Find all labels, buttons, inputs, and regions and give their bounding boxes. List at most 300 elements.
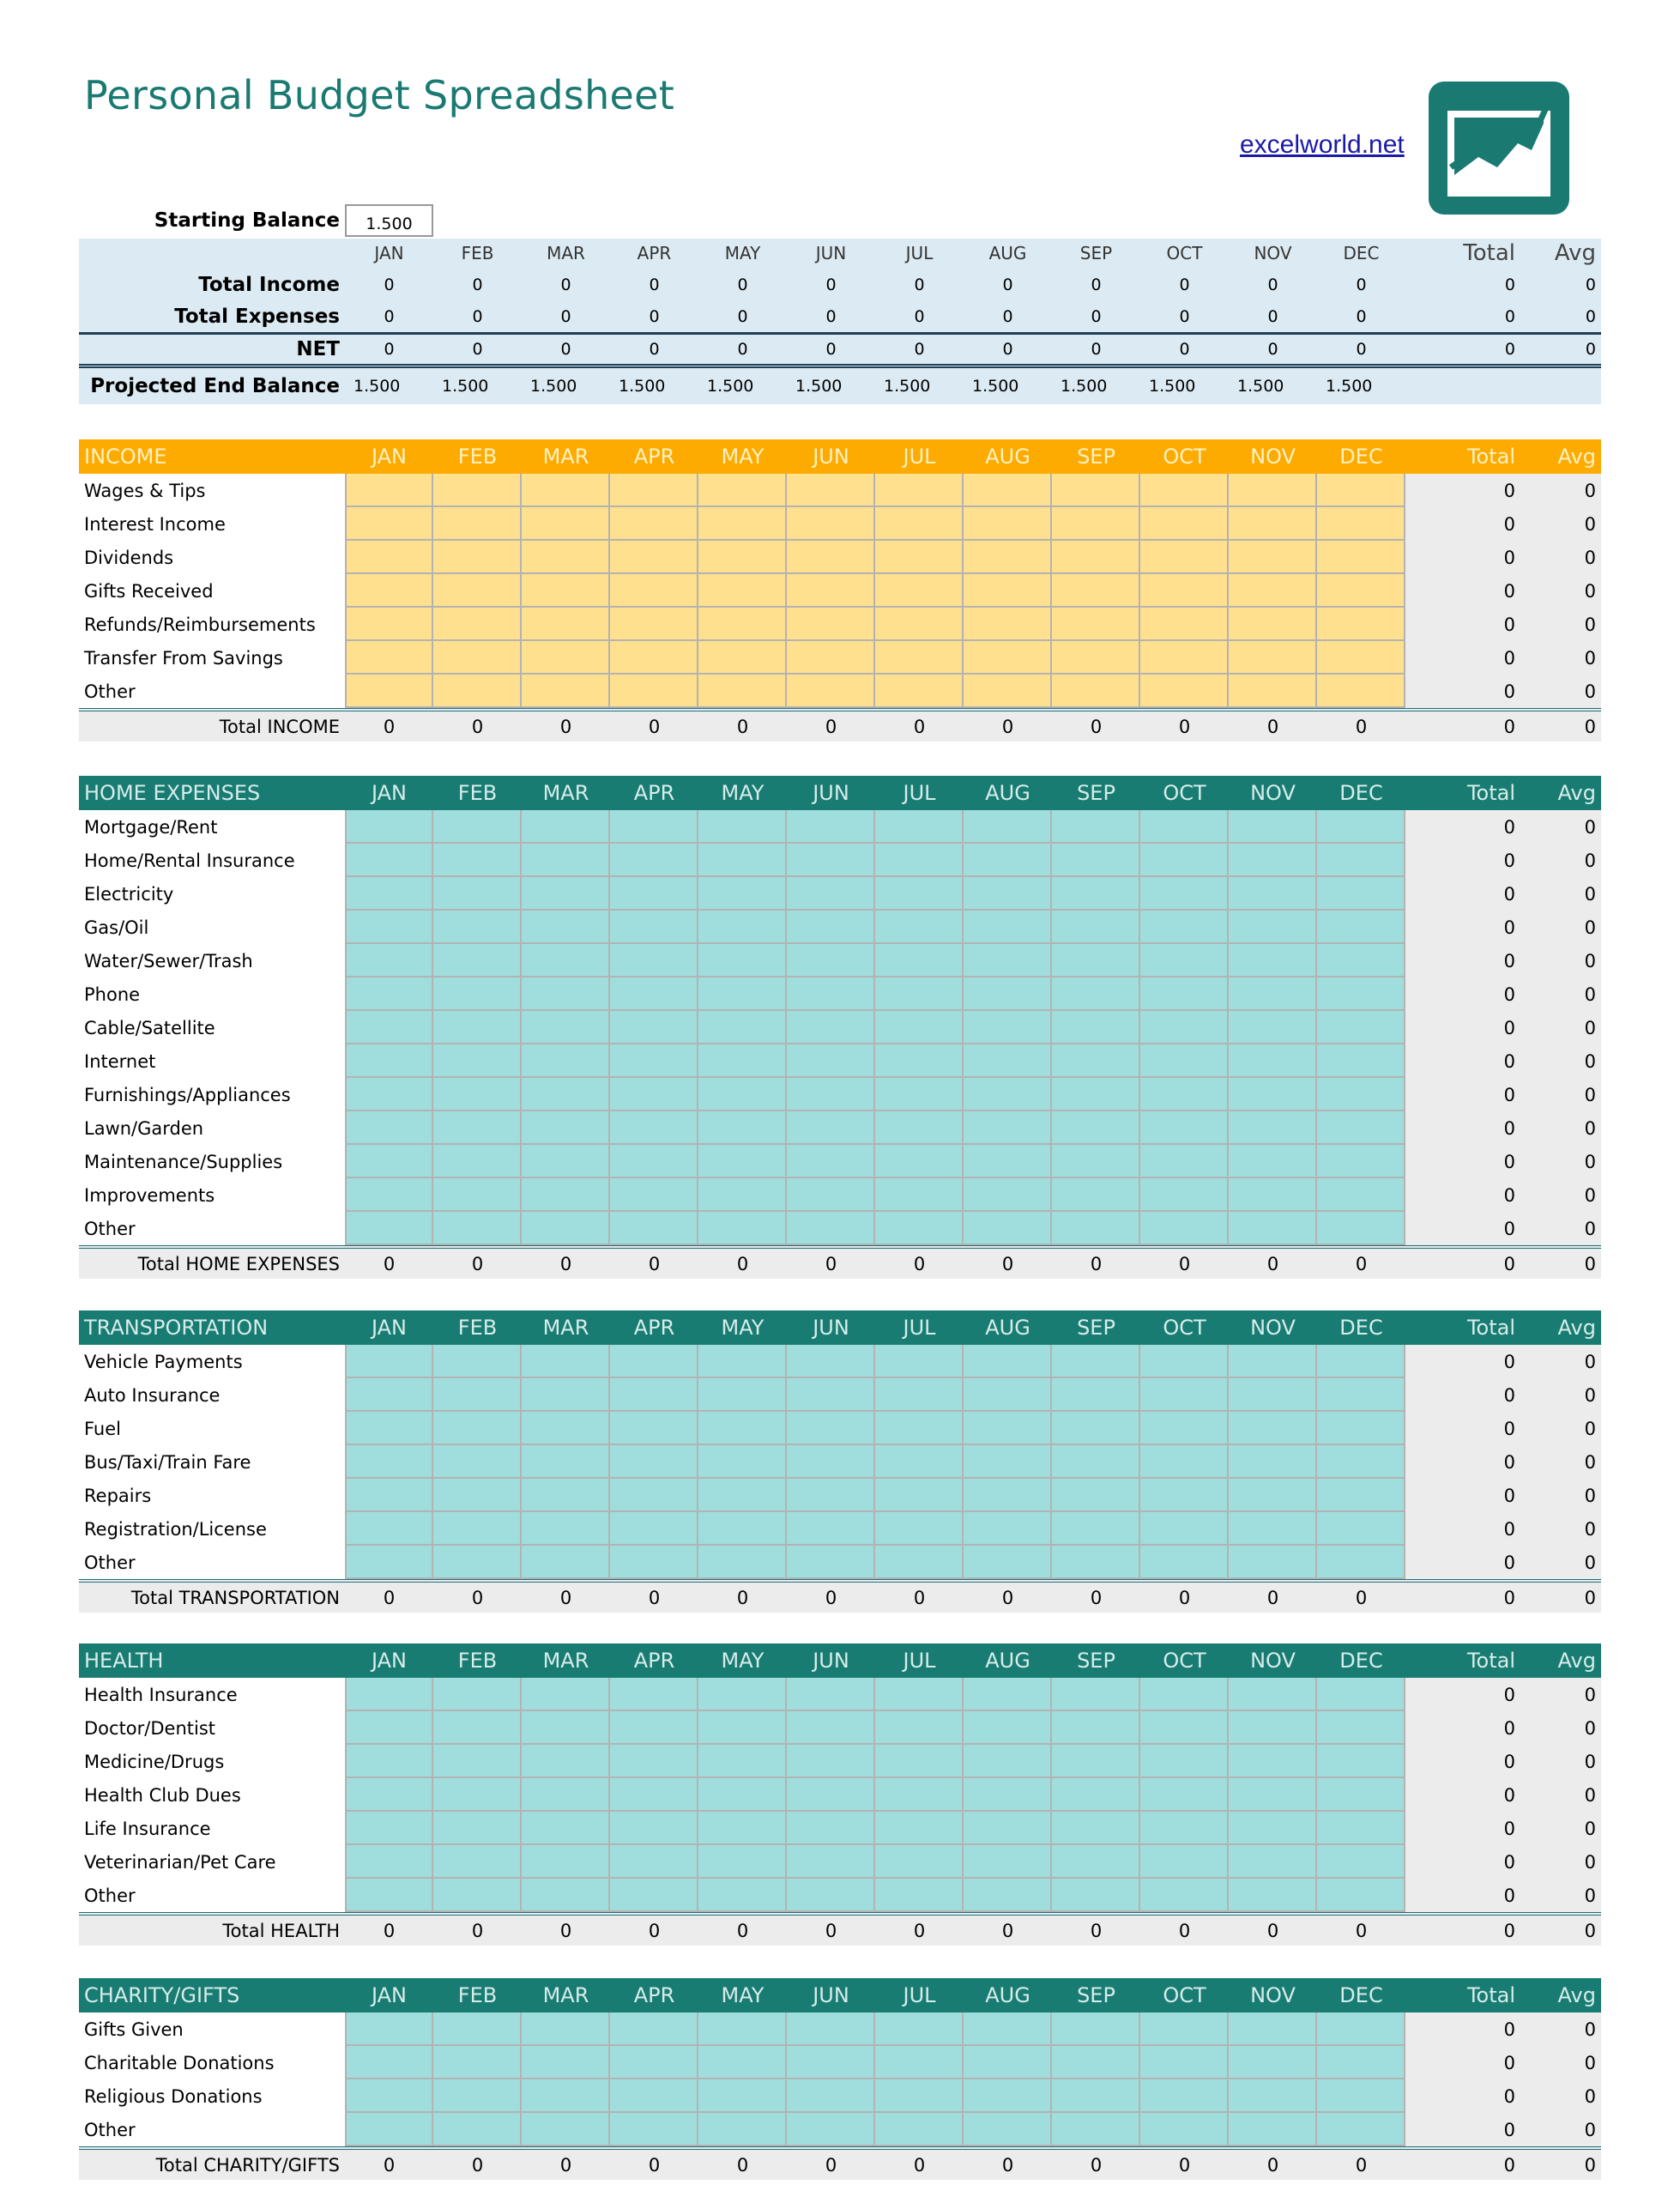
amount-input-cell[interactable]: [1317, 1078, 1405, 1111]
amount-input-cell[interactable]: [875, 1745, 964, 1778]
amount-input-cell[interactable]: [964, 1845, 1052, 1879]
amount-input-cell[interactable]: [964, 1078, 1052, 1111]
amount-input-cell[interactable]: [698, 1212, 787, 1245]
amount-input-cell[interactable]: [1052, 507, 1140, 541]
amount-input-cell[interactable]: [698, 944, 787, 977]
amount-input-cell[interactable]: [1317, 810, 1405, 844]
amount-input-cell[interactable]: [698, 1445, 787, 1479]
amount-input-cell[interactable]: [1317, 1711, 1405, 1745]
amount-input-cell[interactable]: [345, 541, 433, 574]
amount-input-cell[interactable]: [433, 911, 522, 944]
amount-input-cell[interactable]: [1052, 474, 1140, 507]
amount-input-cell[interactable]: [1229, 2012, 1317, 2046]
amount-input-cell[interactable]: [1317, 1212, 1405, 1245]
amount-input-cell[interactable]: [345, 474, 433, 507]
amount-input-cell[interactable]: [1229, 1678, 1317, 1711]
amount-input-cell[interactable]: [875, 1011, 964, 1044]
amount-input-cell[interactable]: [1140, 541, 1229, 574]
amount-input-cell[interactable]: [787, 2113, 875, 2146]
amount-input-cell[interactable]: [433, 2113, 522, 2146]
amount-input-cell[interactable]: [698, 1178, 787, 1212]
amount-input-cell[interactable]: [522, 1212, 610, 1245]
amount-input-cell[interactable]: [1229, 2079, 1317, 2113]
amount-input-cell[interactable]: [698, 977, 787, 1011]
amount-input-cell[interactable]: [1317, 1044, 1405, 1078]
amount-input-cell[interactable]: [1229, 541, 1317, 574]
amount-input-cell[interactable]: [433, 641, 522, 675]
amount-input-cell[interactable]: [433, 1078, 522, 1111]
amount-input-cell[interactable]: [1052, 1044, 1140, 1078]
amount-input-cell[interactable]: [610, 1078, 698, 1111]
amount-input-cell[interactable]: [433, 1145, 522, 1178]
amount-input-cell[interactable]: [787, 1678, 875, 1711]
amount-input-cell[interactable]: [787, 641, 875, 675]
amount-input-cell[interactable]: [522, 911, 610, 944]
amount-input-cell[interactable]: [1317, 2012, 1405, 2046]
amount-input-cell[interactable]: [787, 608, 875, 641]
amount-input-cell[interactable]: [345, 1512, 433, 1546]
amount-input-cell[interactable]: [610, 1145, 698, 1178]
amount-input-cell[interactable]: [345, 574, 433, 608]
amount-input-cell[interactable]: [787, 2079, 875, 2113]
amount-input-cell[interactable]: [1052, 2012, 1140, 2046]
amount-input-cell[interactable]: [875, 1678, 964, 1711]
amount-input-cell[interactable]: [698, 574, 787, 608]
amount-input-cell[interactable]: [1140, 1711, 1229, 1745]
amount-input-cell[interactable]: [787, 1412, 875, 1445]
amount-input-cell[interactable]: [522, 1445, 610, 1479]
amount-input-cell[interactable]: [433, 574, 522, 608]
amount-input-cell[interactable]: [1317, 911, 1405, 944]
amount-input-cell[interactable]: [1317, 608, 1405, 641]
amount-input-cell[interactable]: [1052, 1445, 1140, 1479]
amount-input-cell[interactable]: [610, 1711, 698, 1745]
amount-input-cell[interactable]: [875, 944, 964, 977]
amount-input-cell[interactable]: [522, 1145, 610, 1178]
amount-input-cell[interactable]: [875, 877, 964, 911]
amount-input-cell[interactable]: [787, 1378, 875, 1412]
amount-input-cell[interactable]: [1052, 574, 1140, 608]
amount-input-cell[interactable]: [698, 1745, 787, 1778]
amount-input-cell[interactable]: [1229, 1145, 1317, 1178]
amount-input-cell[interactable]: [1140, 1145, 1229, 1178]
amount-input-cell[interactable]: [1052, 641, 1140, 675]
amount-input-cell[interactable]: [964, 1212, 1052, 1245]
amount-input-cell[interactable]: [1052, 1711, 1140, 1745]
amount-input-cell[interactable]: [875, 1345, 964, 1378]
amount-input-cell[interactable]: [1140, 1111, 1229, 1145]
amount-input-cell[interactable]: [787, 1778, 875, 1812]
amount-input-cell[interactable]: [1052, 1145, 1140, 1178]
amount-input-cell[interactable]: [522, 2079, 610, 2113]
amount-input-cell[interactable]: [610, 1845, 698, 1879]
amount-input-cell[interactable]: [1229, 1078, 1317, 1111]
amount-input-cell[interactable]: [1140, 1412, 1229, 1445]
amount-input-cell[interactable]: [610, 944, 698, 977]
amount-input-cell[interactable]: [1052, 1879, 1140, 1912]
amount-input-cell[interactable]: [433, 541, 522, 574]
amount-input-cell[interactable]: [345, 507, 433, 541]
amount-input-cell[interactable]: [433, 1711, 522, 1745]
amount-input-cell[interactable]: [522, 1044, 610, 1078]
amount-input-cell[interactable]: [345, 1111, 433, 1145]
amount-input-cell[interactable]: [875, 977, 964, 1011]
amount-input-cell[interactable]: [875, 675, 964, 708]
amount-input-cell[interactable]: [433, 1445, 522, 1479]
amount-input-cell[interactable]: [787, 1745, 875, 1778]
amount-input-cell[interactable]: [1317, 574, 1405, 608]
amount-input-cell[interactable]: [1229, 608, 1317, 641]
amount-input-cell[interactable]: [433, 1678, 522, 1711]
amount-input-cell[interactable]: [610, 1111, 698, 1145]
amount-input-cell[interactable]: [1140, 1879, 1229, 1912]
amount-input-cell[interactable]: [522, 675, 610, 708]
amount-input-cell[interactable]: [1229, 1711, 1317, 1745]
amount-input-cell[interactable]: [345, 608, 433, 641]
amount-input-cell[interactable]: [787, 1011, 875, 1044]
amount-input-cell[interactable]: [345, 877, 433, 911]
amount-input-cell[interactable]: [698, 1145, 787, 1178]
amount-input-cell[interactable]: [698, 541, 787, 574]
amount-input-cell[interactable]: [610, 1178, 698, 1212]
amount-input-cell[interactable]: [698, 2079, 787, 2113]
amount-input-cell[interactable]: [787, 474, 875, 507]
amount-input-cell[interactable]: [698, 1546, 787, 1579]
amount-input-cell[interactable]: [522, 1111, 610, 1145]
amount-input-cell[interactable]: [1052, 541, 1140, 574]
amount-input-cell[interactable]: [610, 1678, 698, 1711]
amount-input-cell[interactable]: [1229, 2046, 1317, 2079]
amount-input-cell[interactable]: [610, 1479, 698, 1512]
amount-input-cell[interactable]: [964, 574, 1052, 608]
amount-input-cell[interactable]: [787, 1879, 875, 1912]
amount-input-cell[interactable]: [610, 608, 698, 641]
amount-input-cell[interactable]: [433, 810, 522, 844]
amount-input-cell[interactable]: [522, 2012, 610, 2046]
amount-input-cell[interactable]: [964, 911, 1052, 944]
amount-input-cell[interactable]: [1229, 810, 1317, 844]
amount-input-cell[interactable]: [345, 1378, 433, 1412]
amount-input-cell[interactable]: [433, 1345, 522, 1378]
amount-input-cell[interactable]: [964, 608, 1052, 641]
amount-input-cell[interactable]: [787, 877, 875, 911]
amount-input-cell[interactable]: [610, 877, 698, 911]
amount-input-cell[interactable]: [1140, 1845, 1229, 1879]
amount-input-cell[interactable]: [1317, 1512, 1405, 1546]
amount-input-cell[interactable]: [787, 1546, 875, 1579]
amount-input-cell[interactable]: [522, 1479, 610, 1512]
amount-input-cell[interactable]: [1052, 675, 1140, 708]
amount-input-cell[interactable]: [1140, 1378, 1229, 1412]
amount-input-cell[interactable]: [610, 1412, 698, 1445]
amount-input-cell[interactable]: [1140, 2113, 1229, 2146]
amount-input-cell[interactable]: [698, 1011, 787, 1044]
amount-input-cell[interactable]: [787, 1145, 875, 1178]
amount-input-cell[interactable]: [1229, 911, 1317, 944]
amount-input-cell[interactable]: [875, 541, 964, 574]
amount-input-cell[interactable]: [875, 1879, 964, 1912]
amount-input-cell[interactable]: [522, 507, 610, 541]
amount-input-cell[interactable]: [875, 1178, 964, 1212]
amount-input-cell[interactable]: [522, 1178, 610, 1212]
amount-input-cell[interactable]: [964, 1812, 1052, 1845]
amount-input-cell[interactable]: [345, 1778, 433, 1812]
amount-input-cell[interactable]: [964, 1546, 1052, 1579]
amount-input-cell[interactable]: [1140, 977, 1229, 1011]
amount-input-cell[interactable]: [1052, 2046, 1140, 2079]
amount-input-cell[interactable]: [1317, 2046, 1405, 2079]
amount-input-cell[interactable]: [522, 541, 610, 574]
amount-input-cell[interactable]: [610, 541, 698, 574]
amount-input-cell[interactable]: [1052, 1378, 1140, 1412]
amount-input-cell[interactable]: [610, 1011, 698, 1044]
amount-input-cell[interactable]: [345, 2012, 433, 2046]
amount-input-cell[interactable]: [698, 1078, 787, 1111]
amount-input-cell[interactable]: [1140, 1546, 1229, 1579]
amount-input-cell[interactable]: [522, 977, 610, 1011]
amount-input-cell[interactable]: [1317, 1412, 1405, 1445]
amount-input-cell[interactable]: [1229, 507, 1317, 541]
amount-input-cell[interactable]: [1317, 1778, 1405, 1812]
amount-input-cell[interactable]: [522, 1745, 610, 1778]
amount-input-cell[interactable]: [787, 1845, 875, 1879]
amount-input-cell[interactable]: [433, 1512, 522, 1546]
amount-input-cell[interactable]: [522, 2046, 610, 2079]
amount-input-cell[interactable]: [787, 1044, 875, 1078]
amount-input-cell[interactable]: [698, 1479, 787, 1512]
amount-input-cell[interactable]: [345, 641, 433, 675]
amount-input-cell[interactable]: [1052, 1178, 1140, 1212]
amount-input-cell[interactable]: [1317, 1111, 1405, 1145]
amount-input-cell[interactable]: [433, 507, 522, 541]
amount-input-cell[interactable]: [1317, 1745, 1405, 1778]
amount-input-cell[interactable]: [1052, 844, 1140, 877]
amount-input-cell[interactable]: [964, 2113, 1052, 2146]
amount-input-cell[interactable]: [522, 1078, 610, 1111]
amount-input-cell[interactable]: [698, 2113, 787, 2146]
amount-input-cell[interactable]: [698, 1412, 787, 1445]
amount-input-cell[interactable]: [610, 2012, 698, 2046]
amount-input-cell[interactable]: [698, 810, 787, 844]
amount-input-cell[interactable]: [1140, 507, 1229, 541]
amount-input-cell[interactable]: [1052, 1111, 1140, 1145]
amount-input-cell[interactable]: [1317, 1011, 1405, 1044]
amount-input-cell[interactable]: [964, 641, 1052, 675]
amount-input-cell[interactable]: [698, 1512, 787, 1546]
amount-input-cell[interactable]: [1229, 1011, 1317, 1044]
starting-balance-input[interactable]: 1.500: [345, 204, 433, 237]
amount-input-cell[interactable]: [1229, 641, 1317, 675]
amount-input-cell[interactable]: [1317, 1678, 1405, 1711]
amount-input-cell[interactable]: [1052, 977, 1140, 1011]
amount-input-cell[interactable]: [433, 944, 522, 977]
amount-input-cell[interactable]: [875, 1479, 964, 1512]
amount-input-cell[interactable]: [610, 1512, 698, 1546]
amount-input-cell[interactable]: [875, 1078, 964, 1111]
amount-input-cell[interactable]: [1229, 1745, 1317, 1778]
amount-input-cell[interactable]: [345, 2079, 433, 2113]
amount-input-cell[interactable]: [345, 2113, 433, 2146]
amount-input-cell[interactable]: [345, 1711, 433, 1745]
amount-input-cell[interactable]: [964, 1378, 1052, 1412]
amount-input-cell[interactable]: [1140, 1512, 1229, 1546]
amount-input-cell[interactable]: [1052, 944, 1140, 977]
amount-input-cell[interactable]: [787, 1445, 875, 1479]
amount-input-cell[interactable]: [698, 474, 787, 507]
amount-input-cell[interactable]: [875, 1445, 964, 1479]
amount-input-cell[interactable]: [875, 810, 964, 844]
amount-input-cell[interactable]: [1317, 1812, 1405, 1845]
amount-input-cell[interactable]: [875, 1212, 964, 1245]
amount-input-cell[interactable]: [345, 1178, 433, 1212]
amount-input-cell[interactable]: [1140, 1745, 1229, 1778]
amount-input-cell[interactable]: [698, 877, 787, 911]
amount-input-cell[interactable]: [1140, 1812, 1229, 1845]
amount-input-cell[interactable]: [1140, 2046, 1229, 2079]
amount-input-cell[interactable]: [1140, 1044, 1229, 1078]
amount-input-cell[interactable]: [1229, 977, 1317, 1011]
amount-input-cell[interactable]: [875, 608, 964, 641]
amount-input-cell[interactable]: [964, 1678, 1052, 1711]
amount-input-cell[interactable]: [1140, 1011, 1229, 1044]
amount-input-cell[interactable]: [522, 844, 610, 877]
amount-input-cell[interactable]: [610, 574, 698, 608]
amount-input-cell[interactable]: [345, 1546, 433, 1579]
amount-input-cell[interactable]: [1317, 1445, 1405, 1479]
amount-input-cell[interactable]: [1317, 1378, 1405, 1412]
amount-input-cell[interactable]: [1229, 1378, 1317, 1412]
amount-input-cell[interactable]: [787, 507, 875, 541]
amount-input-cell[interactable]: [964, 541, 1052, 574]
amount-input-cell[interactable]: [1052, 1678, 1140, 1711]
amount-input-cell[interactable]: [433, 1378, 522, 1412]
amount-input-cell[interactable]: [875, 1546, 964, 1579]
amount-input-cell[interactable]: [433, 1546, 522, 1579]
amount-input-cell[interactable]: [610, 977, 698, 1011]
amount-input-cell[interactable]: [1140, 2079, 1229, 2113]
amount-input-cell[interactable]: [787, 944, 875, 977]
amount-input-cell[interactable]: [964, 507, 1052, 541]
amount-input-cell[interactable]: [698, 911, 787, 944]
amount-input-cell[interactable]: [1052, 1212, 1140, 1245]
amount-input-cell[interactable]: [522, 1378, 610, 1412]
amount-input-cell[interactable]: [1140, 474, 1229, 507]
amount-input-cell[interactable]: [698, 1711, 787, 1745]
amount-input-cell[interactable]: [610, 1812, 698, 1845]
amount-input-cell[interactable]: [1140, 1212, 1229, 1245]
amount-input-cell[interactable]: [610, 1745, 698, 1778]
amount-input-cell[interactable]: [522, 1512, 610, 1546]
amount-input-cell[interactable]: [787, 1812, 875, 1845]
amount-input-cell[interactable]: [345, 1479, 433, 1512]
amount-input-cell[interactable]: [345, 2046, 433, 2079]
amount-input-cell[interactable]: [345, 1412, 433, 1445]
amount-input-cell[interactable]: [698, 1044, 787, 1078]
amount-input-cell[interactable]: [345, 977, 433, 1011]
amount-input-cell[interactable]: [875, 2046, 964, 2079]
amount-input-cell[interactable]: [610, 474, 698, 507]
amount-input-cell[interactable]: [345, 1812, 433, 1845]
amount-input-cell[interactable]: [1317, 2079, 1405, 2113]
amount-input-cell[interactable]: [433, 1011, 522, 1044]
amount-input-cell[interactable]: [522, 877, 610, 911]
amount-input-cell[interactable]: [698, 1678, 787, 1711]
amount-input-cell[interactable]: [875, 1512, 964, 1546]
amount-input-cell[interactable]: [610, 1546, 698, 1579]
amount-input-cell[interactable]: [345, 810, 433, 844]
amount-input-cell[interactable]: [1317, 541, 1405, 574]
amount-input-cell[interactable]: [787, 1178, 875, 1212]
amount-input-cell[interactable]: [698, 1378, 787, 1412]
amount-input-cell[interactable]: [522, 1345, 610, 1378]
amount-input-cell[interactable]: [964, 474, 1052, 507]
amount-input-cell[interactable]: [345, 911, 433, 944]
amount-input-cell[interactable]: [433, 1178, 522, 1212]
amount-input-cell[interactable]: [787, 2012, 875, 2046]
amount-input-cell[interactable]: [433, 1879, 522, 1912]
amount-input-cell[interactable]: [698, 507, 787, 541]
amount-input-cell[interactable]: [1317, 641, 1405, 675]
amount-input-cell[interactable]: [1052, 1745, 1140, 1778]
amount-input-cell[interactable]: [875, 574, 964, 608]
amount-input-cell[interactable]: [610, 1345, 698, 1378]
amount-input-cell[interactable]: [1052, 1011, 1140, 1044]
amount-input-cell[interactable]: [1229, 1546, 1317, 1579]
amount-input-cell[interactable]: [610, 2113, 698, 2146]
amount-input-cell[interactable]: [522, 1412, 610, 1445]
amount-input-cell[interactable]: [522, 1711, 610, 1745]
amount-input-cell[interactable]: [1140, 810, 1229, 844]
amount-input-cell[interactable]: [964, 1111, 1052, 1145]
amount-input-cell[interactable]: [1140, 2012, 1229, 2046]
amount-input-cell[interactable]: [1317, 877, 1405, 911]
amount-input-cell[interactable]: [1317, 474, 1405, 507]
amount-input-cell[interactable]: [698, 641, 787, 675]
amount-input-cell[interactable]: [433, 1111, 522, 1145]
amount-input-cell[interactable]: [610, 911, 698, 944]
amount-input-cell[interactable]: [964, 810, 1052, 844]
amount-input-cell[interactable]: [1229, 844, 1317, 877]
amount-input-cell[interactable]: [433, 675, 522, 708]
amount-input-cell[interactable]: [875, 1778, 964, 1812]
amount-input-cell[interactable]: [698, 2046, 787, 2079]
amount-input-cell[interactable]: [964, 944, 1052, 977]
amount-input-cell[interactable]: [1052, 810, 1140, 844]
amount-input-cell[interactable]: [610, 1044, 698, 1078]
amount-input-cell[interactable]: [875, 1845, 964, 1879]
amount-input-cell[interactable]: [610, 675, 698, 708]
amount-input-cell[interactable]: [345, 1011, 433, 1044]
amount-input-cell[interactable]: [964, 1445, 1052, 1479]
amount-input-cell[interactable]: [787, 1711, 875, 1745]
amount-input-cell[interactable]: [1140, 574, 1229, 608]
amount-input-cell[interactable]: [1052, 911, 1140, 944]
amount-input-cell[interactable]: [1317, 977, 1405, 1011]
amount-input-cell[interactable]: [345, 1845, 433, 1879]
amount-input-cell[interactable]: [610, 2046, 698, 2079]
amount-input-cell[interactable]: [787, 1111, 875, 1145]
amount-input-cell[interactable]: [433, 608, 522, 641]
amount-input-cell[interactable]: [1229, 2113, 1317, 2146]
amount-input-cell[interactable]: [1317, 844, 1405, 877]
amount-input-cell[interactable]: [1229, 474, 1317, 507]
amount-input-cell[interactable]: [1229, 1178, 1317, 1212]
amount-input-cell[interactable]: [1052, 608, 1140, 641]
amount-input-cell[interactable]: [1140, 608, 1229, 641]
amount-input-cell[interactable]: [610, 844, 698, 877]
amount-input-cell[interactable]: [1317, 1145, 1405, 1178]
amount-input-cell[interactable]: [1229, 1445, 1317, 1479]
